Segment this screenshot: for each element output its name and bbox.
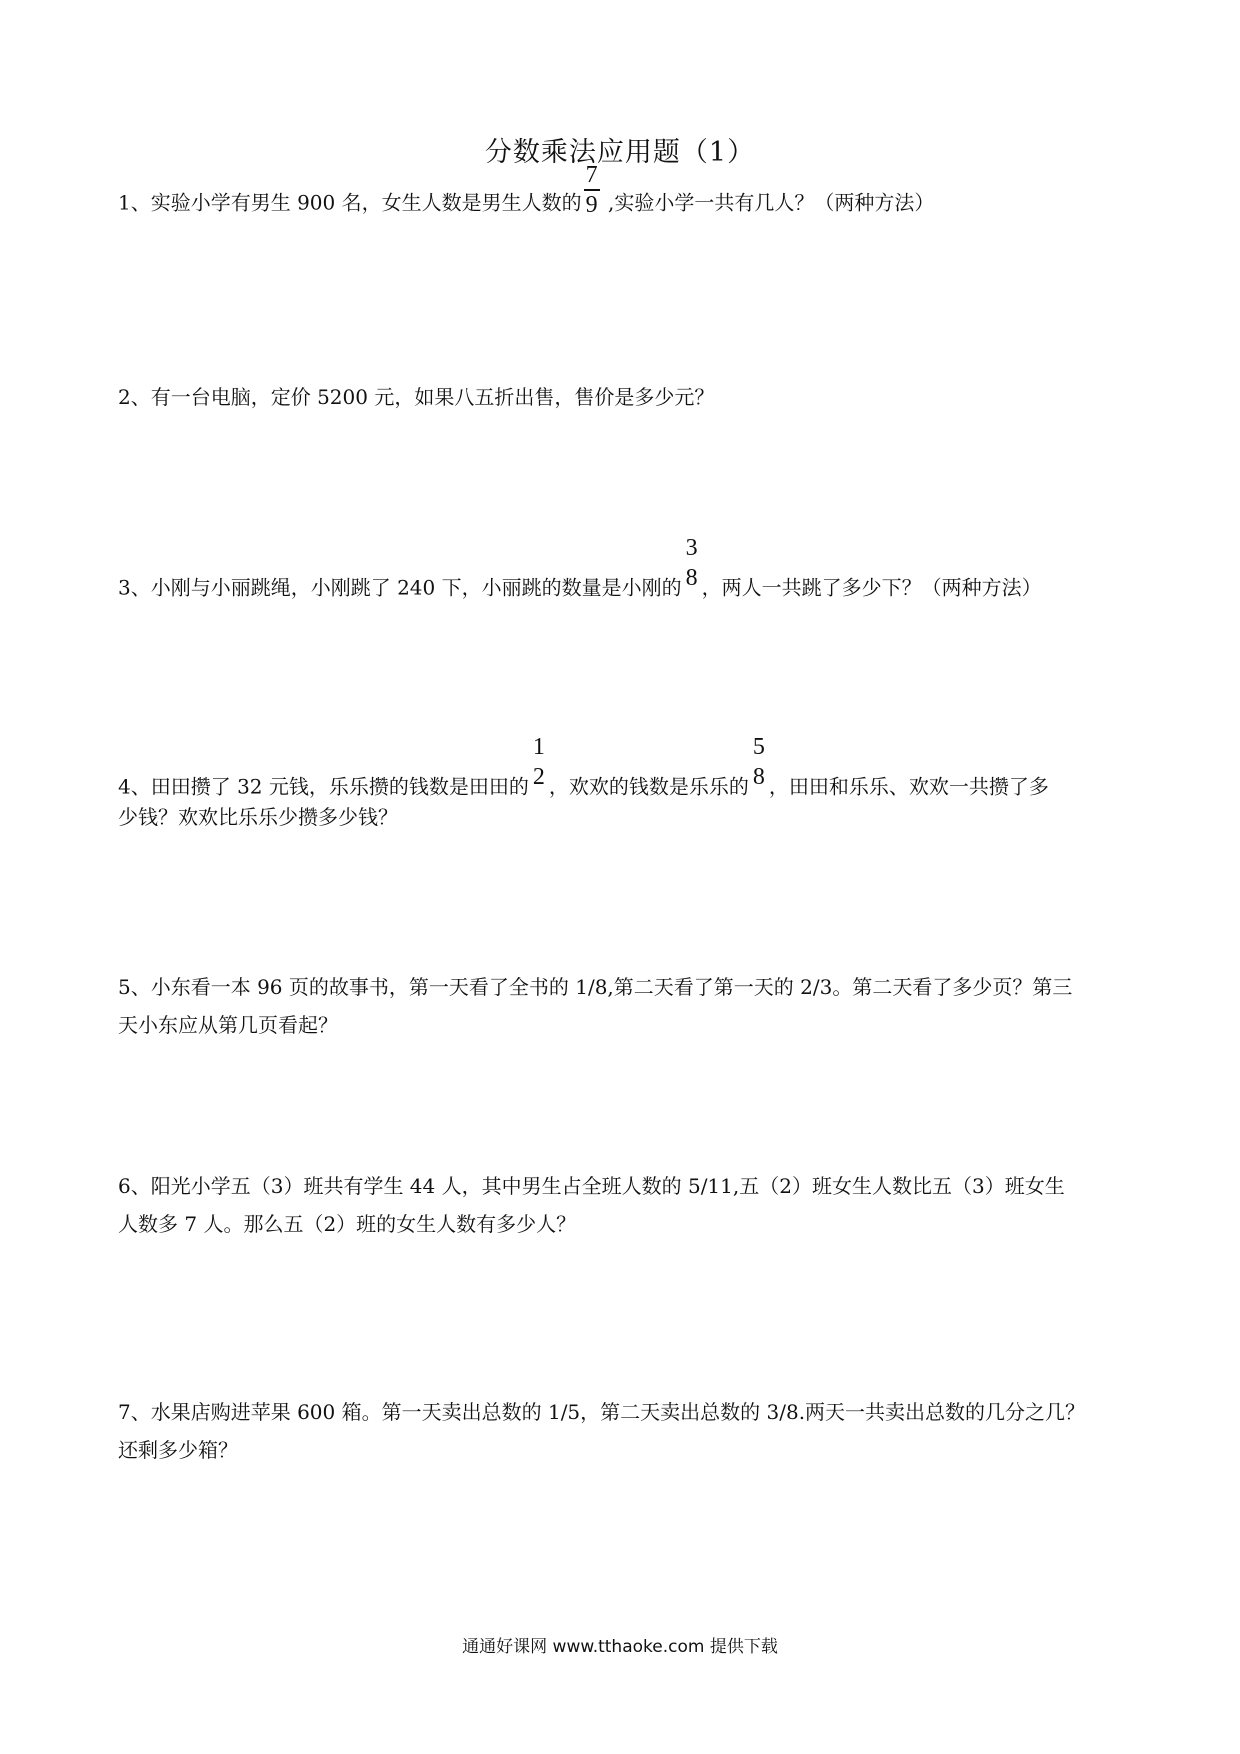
question-2 bbox=[118, 378, 1128, 416]
fraction-bar bbox=[584, 189, 600, 191]
fraction-numerator: 7 bbox=[585, 162, 598, 188]
fraction-numerator: 5 bbox=[752, 734, 765, 760]
question-1 bbox=[118, 162, 1128, 218]
fraction-numerator: 1 bbox=[532, 734, 545, 760]
fraction-denominator: 9 bbox=[585, 191, 598, 218]
question-3-fraction bbox=[684, 535, 700, 591]
question-2-text: 2、有一台电脑，定价 5200 元，如果八五折出售，售价是多少元？ bbox=[118, 385, 715, 409]
fraction-bar bbox=[751, 761, 767, 763]
page-footer: 通通好课网 www.tthaoke.com 提供下载 bbox=[462, 1637, 778, 1657]
fraction-denominator: 8 bbox=[685, 564, 698, 591]
question-4-fraction-1 bbox=[531, 734, 547, 790]
question-4-fraction-2 bbox=[751, 734, 767, 790]
question-1-fraction bbox=[584, 162, 600, 218]
question-1-text-after: ,实验小学一共有几人？（两种方法） bbox=[601, 190, 935, 215]
question-4-line-2: 少钱？欢欢比乐乐少攒多少钱？ bbox=[118, 805, 398, 829]
question-7 bbox=[118, 1393, 1128, 1469]
question-4 bbox=[118, 734, 1128, 836]
question-7-line-2: 还剩多少箱？ bbox=[118, 1438, 238, 1462]
question-5-line-1: 5、小东看一本 96 页的故事书，第一天看了全书的 1/8,第二天看了第一天的 2/3。第二天看了多少页？第三 bbox=[118, 975, 1073, 999]
question-3-text-after: ，两人一共跳了多少下？（两种方法） bbox=[701, 575, 1042, 600]
question-3 bbox=[118, 535, 1128, 600]
fraction-bar bbox=[531, 761, 547, 763]
question-4-text-part3: ，田田和乐乐、欢欢一共攒了多 bbox=[768, 774, 1049, 799]
question-3-text-before: 3、小刚与小丽跳绳，小刚跳了 240 下，小丽跳的数量是小刚的 bbox=[118, 575, 682, 600]
question-6-line-1: 6、阳光小学五（3）班共有学生 44 人，其中男生占全班人数的 5/11,五（2）班女生人数比五（3）班女生 bbox=[118, 1174, 1065, 1198]
question-4-text-part2: ，欢欢的钱数是乐乐的 bbox=[548, 774, 749, 799]
question-6 bbox=[118, 1167, 1128, 1243]
question-1-text-before: 1、实验小学有男生 900 名，女生人数是男生人数的 bbox=[118, 190, 582, 215]
fraction-denominator: 8 bbox=[752, 763, 765, 790]
question-5-line-2: 天小东应从第几页看起？ bbox=[118, 1013, 338, 1037]
fraction-denominator: 2 bbox=[532, 763, 545, 790]
question-5 bbox=[118, 968, 1128, 1044]
page-title: 分数乘法应用题（1） bbox=[484, 137, 756, 168]
question-6-line-2: 人数多 7 人。那么五（2）班的女生人数有多少人？ bbox=[118, 1212, 577, 1236]
question-7-line-1: 7、水果店购进苹果 600 箱。第一天卖出总数的 1/5，第二天卖出总数的 3/8.两天一共卖出总数的几分之几？ bbox=[118, 1400, 1086, 1424]
fraction-numerator: 3 bbox=[685, 535, 698, 561]
fraction-bar bbox=[684, 562, 700, 564]
question-4-text-part1: 4、田田攒了 32 元钱，乐乐攒的钱数是田田的 bbox=[118, 774, 529, 799]
